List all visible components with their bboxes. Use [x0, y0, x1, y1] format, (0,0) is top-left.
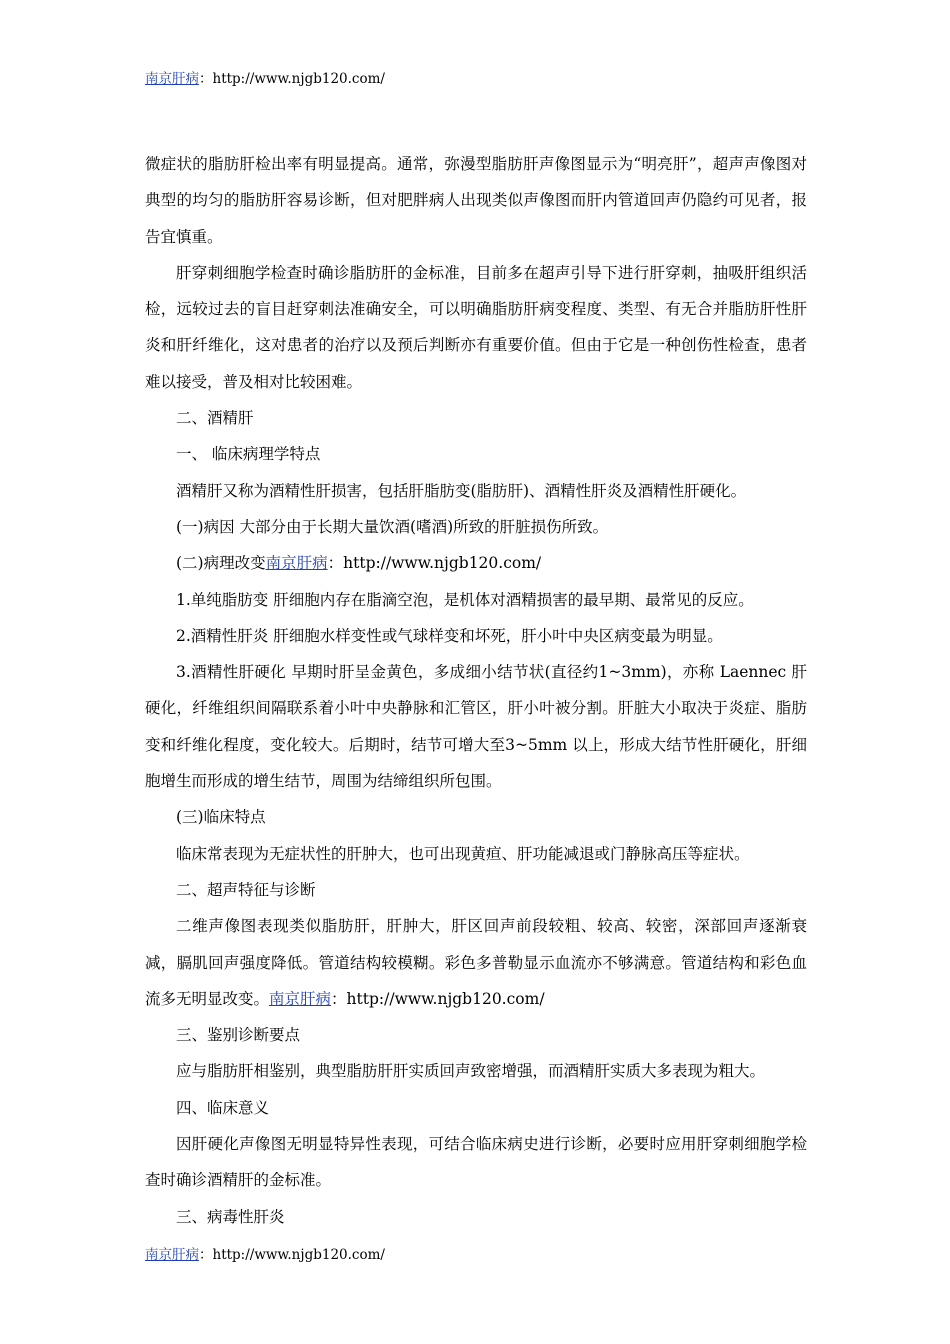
link-separator: ：	[331, 989, 347, 1008]
footer-separator: ：	[199, 1247, 213, 1263]
document-body	[145, 146, 807, 1235]
paragraph: 3.酒精性肝硬化 早期时肝呈金黄色，多成细小结节状(直径约1~3mm)，亦称 Laennec 肝硬化，纤维组织间隔联系着小叶中央静脉和汇管区，肝小叶被分割。肝脏大小取决于炎症、脂肪变和纤维化程度，变化较大。后期时，结节可增大至3~5mm 以上，形成大结节性肝硬化，肝细胞增生而形成的增生结节，周围为结缔组织所包围。	[145, 663, 807, 791]
section-heading: 三、鉴别诊断要点	[176, 1026, 301, 1045]
page-footer	[145, 1246, 385, 1264]
header-separator: ：	[199, 71, 213, 87]
paragraph: 临床常表现为无症状性的肝肿大，也可出现黄疸、肝功能减退或门静脉高压等症状。	[176, 844, 750, 863]
paragraph: 2.酒精性肝炎 肝细胞水样变性或气球样变和坏死，肝小叶中央区病变最为明显。	[176, 626, 723, 645]
inline-link[interactable]: 南京肝病	[265, 554, 328, 573]
subsection-heading: 一、 临床病理学特点	[176, 445, 321, 464]
inline-url: http://www.njgb120.com/	[346, 989, 545, 1008]
paragraph: 1.单纯脂肪变 肝细胞内存在脂滴空泡，是机体对酒精损害的最早期、最常见的反应。	[176, 590, 754, 609]
paragraph-with-link	[145, 908, 807, 1017]
link-separator: ：	[327, 554, 344, 573]
inline-url: http://www.njgb120.com/	[343, 554, 542, 573]
paragraph: 微症状的脂肪肝检出率有明显提高。通常，弥漫型脂肪肝声像图显示为“明亮肝”，超声声像图对典型的均匀的脂肪肝容易诊断，但对肥胖病人出现类似声像图而肝内管道回声仍隐约可见者，报告宜慎重。	[145, 155, 807, 246]
header-link[interactable]: 南京肝病	[145, 71, 199, 87]
paragraph: 酒精肝又称为酒精性肝损害，包括肝脂肪变(脂肪肝)、酒精性肝炎及酒精性肝硬化。	[176, 481, 747, 500]
paragraph: 因肝硬化声像图无明显特异性表现，可结合临床病史进行诊断，必要时应用肝穿刺细胞学检查时确诊酒精肝的金标准。	[145, 1135, 807, 1190]
page-header	[145, 70, 385, 88]
header-url: http://www.njgb120.com/	[212, 71, 385, 87]
footer-url: http://www.njgb120.com/	[212, 1247, 385, 1263]
paragraph: (三)临床特点	[176, 808, 266, 827]
paragraph-text: 二维声像图表现类似脂肪肝，肝肿大，肝区回声前段较粗、较高、较密，深部回声逐渐衰减，膈肌回声强度降低。管道结构较模糊。彩色多普勒显示血流亦不够满意。管道结构和彩色血流多无明显改变。	[145, 917, 807, 1008]
paragraph: (一)病因 大部分由于长期大量饮酒(嗜酒)所致的肝脏损伤所致。	[176, 517, 609, 536]
footer-link[interactable]: 南京肝病	[145, 1247, 199, 1263]
paragraph-text: (二)病理改变	[176, 554, 266, 573]
paragraph-with-link	[145, 545, 807, 581]
inline-link[interactable]: 南京肝病	[269, 989, 332, 1008]
paragraph: 肝穿刺细胞学检查时确诊脂肪肝的金标准，目前多在超声引导下进行肝穿刺，抽吸肝组织活检，远较过去的盲目赶穿刺法准确安全，可以明确脂肪肝病变程度、类型、有无合并脂肪肝性肝炎和肝纤维化，这对患者的治疗以及预后判断亦有重要价值。但由于它是一种创伤性检查，患者难以接受，普及相对比较困难。	[145, 263, 807, 391]
section-heading: 三、病毒性肝炎	[176, 1207, 285, 1226]
section-heading: 二、超声特征与诊断	[176, 880, 316, 899]
section-heading: 二、酒精肝	[176, 409, 254, 428]
section-heading: 四、临床意义	[176, 1098, 270, 1117]
paragraph: 应与脂肪肝相鉴别，典型脂肪肝肝实质回声致密增强，而酒精肝实质大多表现为粗大。	[176, 1062, 766, 1081]
